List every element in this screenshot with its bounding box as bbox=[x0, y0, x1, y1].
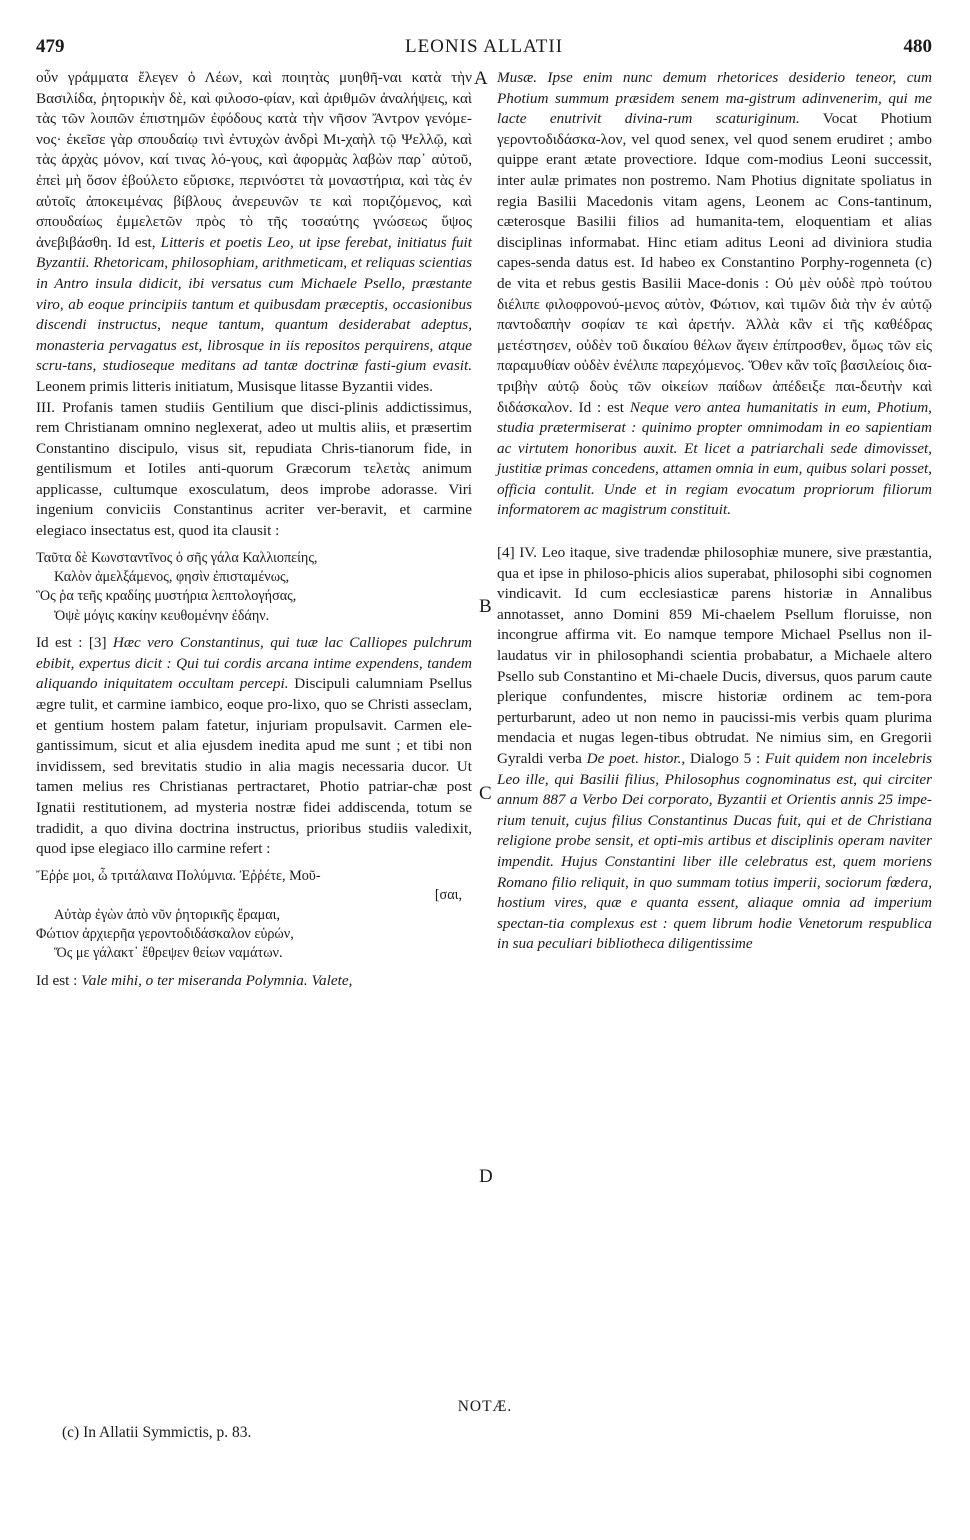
verse-block bbox=[36, 867, 472, 964]
paragraph bbox=[36, 398, 472, 542]
running-title: LEONIS ALLATII bbox=[404, 36, 564, 57]
running-header bbox=[36, 36, 932, 60]
paragraph bbox=[36, 68, 472, 398]
section-marker-d: D bbox=[479, 1166, 493, 1187]
text: III. Profanis tamen studiis Gentilium que disci-plinis addictissimus, rem Christianam omnino neglexerat, adeo ut multis aliis, et præsertim Constantino discipulo, visus sit, repudiata Chris-tianorum fide, in gentilismum et Iotiles anti-quorum Græcorum τελετὰς animum applicasse, cultumque exosculatum, deos improbe adorasse. Viri ingenium conviciis Constantinus acriter ver-beravit, et carmine elegiaco insectatus est, quod ita clausit : bbox=[36, 398, 472, 540]
text: Id : est bbox=[572, 398, 625, 416]
verse-block bbox=[36, 549, 472, 627]
text: Leonem primis litteris initiatum, Musisque litasse Byzantii vides. bbox=[36, 377, 433, 395]
notes-heading: NOTÆ. bbox=[457, 1398, 513, 1415]
paragraph-gap bbox=[497, 521, 932, 543]
verse-line-continuation: [σαι, bbox=[434, 887, 462, 904]
text: [4] IV. Leo itaque, sive tradendæ philosophiæ munere, sive præstantia, qua et ipse in philoso-phicis alios superabat, philosophi sibi cognomen vindicavit. Id cum ecclesiasticæ parens historiæ in Annalibus annotasset, anno Domini 859 Mi-chaelem Psellum floruisse, non incongrue affirma vit. Eo namque tempore Michael Psellus non il-laudatus vir in philosophandi scientia probabatur, a Michaele altero Psello sub Constantino et Mi-chaele Ducis, diversus, quos parum caute plerique confundentes, miscre historiæ ordinem ac tem-pora perturbarunt, adeo ut non nemo in paucissi-mis verbis quam plurima mendacia et nugas legen-tibus obtrudat. Ne nimius sim, en Gregorii Gyraldi verba bbox=[497, 544, 932, 767]
section-marker-a: A bbox=[474, 68, 488, 89]
verse-line: Καλὸν ἀμελξάμενος, φησὶν ἐπισταμένως, bbox=[54, 569, 290, 586]
paragraph bbox=[497, 68, 932, 521]
page-number-right: 480 bbox=[903, 36, 932, 57]
text: Vocat Photium γεροντοδιδάσκα-λον, vel quod senex, vel quod senem erudiret ; ambo quippe erant ætate provectiore. Idque com-modius Leoni successit, inter aulæ primates non postremo. Nam Photius dignitate spoliatus in regia Basilii Macedonis vitam agens, Leonem ac Cons-tantinum, cæterosque Basilii filios ad humanita-tem, eloquentiam et alias disciplinas informabat. Hinc etiam aditus Leoni ad diviniora studia capes-senda datus est. Id habeo ex Constantino Porphy-rogenneta (c) de vita et rebus gestis Basilii Mace-donis : Οὐ μὲν οὐδὲ πρὸ τούτου διέλιπε φιλοφρονού-μενος αὐτὸν, Φώτιον, καὶ τιμῶν διὰ τὴν ἐν αὐτῷ παντοδαπὴν σοφίαν τε καὶ ἀρετήν. Ἀλλὰ κἂν εἰ τῆς καθέδρας μετέστησεν, οὐδὲν τοῦ δικαίου θέλων ἄγειν ἐπίπροσθεν, ὅμως τῶν εἰς παραμυθίαν οὐδὲν ἐνέλιπε παρεχόμενος. Ὅθεν κἂν τοῖς βασιλείοις δια-τριβὴν αὐτῷ δοὺς τῶν οἰκείων παίδων ἀπέδειξε παι-δευτὴν καὶ διδάσκαλον. bbox=[497, 110, 932, 416]
footnote: (c) In Allatii Symmictis, p. 83. bbox=[62, 1424, 252, 1441]
left-column bbox=[36, 68, 472, 991]
verse-line: Φώτιον ἀρχιερῆα γεροντοδιδάσκαλον εὑρών, bbox=[36, 926, 294, 943]
italic-text: Vale mihi, o ter miseranda Polymnia. Valete, bbox=[77, 971, 353, 989]
page-number-left: 479 bbox=[36, 36, 65, 57]
italic-text: Litteris et poetis Leo, ut ipse ferebat, initiatus fuit Byzantii. Rhetoricam, philosophiam, arithmeticam, et reliquas scientias in Antro insula didicit, ibi versatus cum Michaele Psello, præstante viro, ab eoque principiis tantum et quibusdam præceptis, occasionibus discendi instructus, neque tantum, quantum desiderabat adeptus, monasteria pervagatus est, librosque in iis repositos perquirens, atque scru-tans, studioseque meditans ad tantæ doctrinæ fasti-gium evasit. bbox=[36, 233, 472, 375]
text: Id est, bbox=[111, 233, 156, 251]
verse-line: Ταῦτα δὲ Κωνσταντῖνος ὁ σῆς γάλα Καλλιοπείης, bbox=[36, 549, 318, 566]
italic-text: Neque vero antea humanitatis in eum, Photium, studia prætermiserat : quinimo propter omnimodam in eo sapientiam ac virtutem honoribus auxit. Et licet a patriarchali sede dimovisset, justitiæ primas concedens, attamen omnia in eum, quibus solari posset, officia contulit. Unde et in regiam evocatum propriorum filiorum informatorem ac magistrum constituit. bbox=[497, 398, 932, 519]
italic-text: Musæ. Ipse enim nunc demum rhetorices desiderio teneor, cum Photium summum præsidem senem ma-gistrum adinvenerim, qui me lacte enutrivit divina-rum scaturiginum. bbox=[497, 69, 932, 128]
paragraph bbox=[36, 633, 472, 860]
italic-text: Hæc vero Constantinus, qui tuæ lac Calliopes pulchrum ebibit, expertus dicit : Qui tui cordis arcana intime expendens, tandem aliquando iniquitatem occultam percepi. bbox=[36, 634, 473, 693]
verse-line: Αὐτὰρ ἐγὼν ἀπὸ νῦν ῥητορικῆς ἔραμαι, bbox=[54, 906, 280, 923]
section-marker-b: B bbox=[479, 596, 492, 617]
text: Discipuli calumniam Psellus ægre tulit, et carmine iambico, eoque pro-lixo, quo se Christi asseclam, et gentium hostem palam fatetur, injuriam propulsavit. Carmen ele-gantissimum, sicut et alia ejusdem inedita apud me sunt ; et tibi non invidissem, sed brevitatis studio in alia magis necessaria ducor. Ut tamen melius res Christianas pertractaret, Photio patriar-chæ post Ignatii restitutionem, ad mysteria nostræ fidei addiscenda, totum se tradidit, a quo divina doctrina instructus, prioribus studiis valedixit, quod ipse elegiaco illo carmine refert : bbox=[36, 675, 472, 858]
text: Dialogo 5 : bbox=[685, 750, 761, 767]
paragraph bbox=[36, 971, 472, 992]
paragraph bbox=[497, 543, 932, 955]
verse-line: Ἔῤῥε μοι, ὦ τριτάλαινα Πολύμνια. Ἐῤῥέτε, Μοῦ- bbox=[36, 867, 321, 884]
text: Id est : bbox=[36, 971, 78, 989]
italic-text: Fuit quidem non incelebris Leo ille, qui Basilii filius, Philosophus cognominatus est, qui circiter annum 887 a Verbo Dei corporato, Byzantii et Orientis annis 25 impe-rium tenuit, cujus filius Constantinus Ducas fuit, qui et de Christiana religione probe sensit, et opti-mis artibus et disciplinis operam naviter impendit. Hujus Constantini liber ille celebratus est, quem moriens Romano filio reliquit, in quo summam totius imperii, sociorum fœdera, hostium vires, quæ e quanta essent, aliaque omnia ad imperium spectan-tia complexus est : quem librum hodie Venetorum respublica in sua peculiari bibliotheca diligentissime bbox=[497, 750, 932, 953]
verse-line: Ὅς με γάλακτ᾽ ἔθρεψεν θείων ναμάτων. bbox=[54, 945, 283, 962]
greek-text: οὖν γράμματα ἔλεγεν ὁ Λέων, καὶ ποιητὰς μυηθῆ-ναι κατὰ τὴν Βασιλίδα, ῥητορικὴν δὲ, καὶ φιλοσο-φίαν, καὶ ἀριθμῶν ἀναλήψεις, καὶ τὰς τῶν λοιπῶν ἐπιστημῶν ἐφόδους κατὰ τὴν νῆσον Ἄντρον γενόμε-νος· ἐκεῖσε γὰρ σπουδαίῳ τινὶ ἐντυχὼν ἀνδρὶ Μι-χαὴλ τῷ Ψελλῷ, καὶ τὰς ἀρχὰς μόνον, καί τινας λό-γους, καὶ ἀφορμὰς λαβὼν παρ᾽ αὐτοῦ, ἐπεὶ μὴ ὅσον ἐβούλετο εὕρισκε, περινόστει τὰ μοναστήρια, καὶ τὰς ἐν αὐτοῖς ἀποκειμένας βίβλους ἀνερευνῶν τε καὶ ποριζόμενος, καὶ σπουδαίως ἐμμελετῶν πρὸς τὸ τῆς τοσαύτης γνώσεως ὕψος ἀνεβιβάσθη. bbox=[36, 69, 472, 251]
text: Id est : [3] bbox=[36, 634, 107, 652]
italic-text: De poet. histor., bbox=[581, 750, 686, 767]
verse-line: Ὀψὲ μόγις κακίην κευθομένην ἐδάην. bbox=[54, 607, 270, 624]
verse-line: Ὃς ῥα τεῆς κραδίης μυστήρια λεπτολογήσας, bbox=[36, 588, 297, 605]
section-marker-c: C bbox=[479, 783, 492, 804]
right-column bbox=[497, 68, 932, 955]
